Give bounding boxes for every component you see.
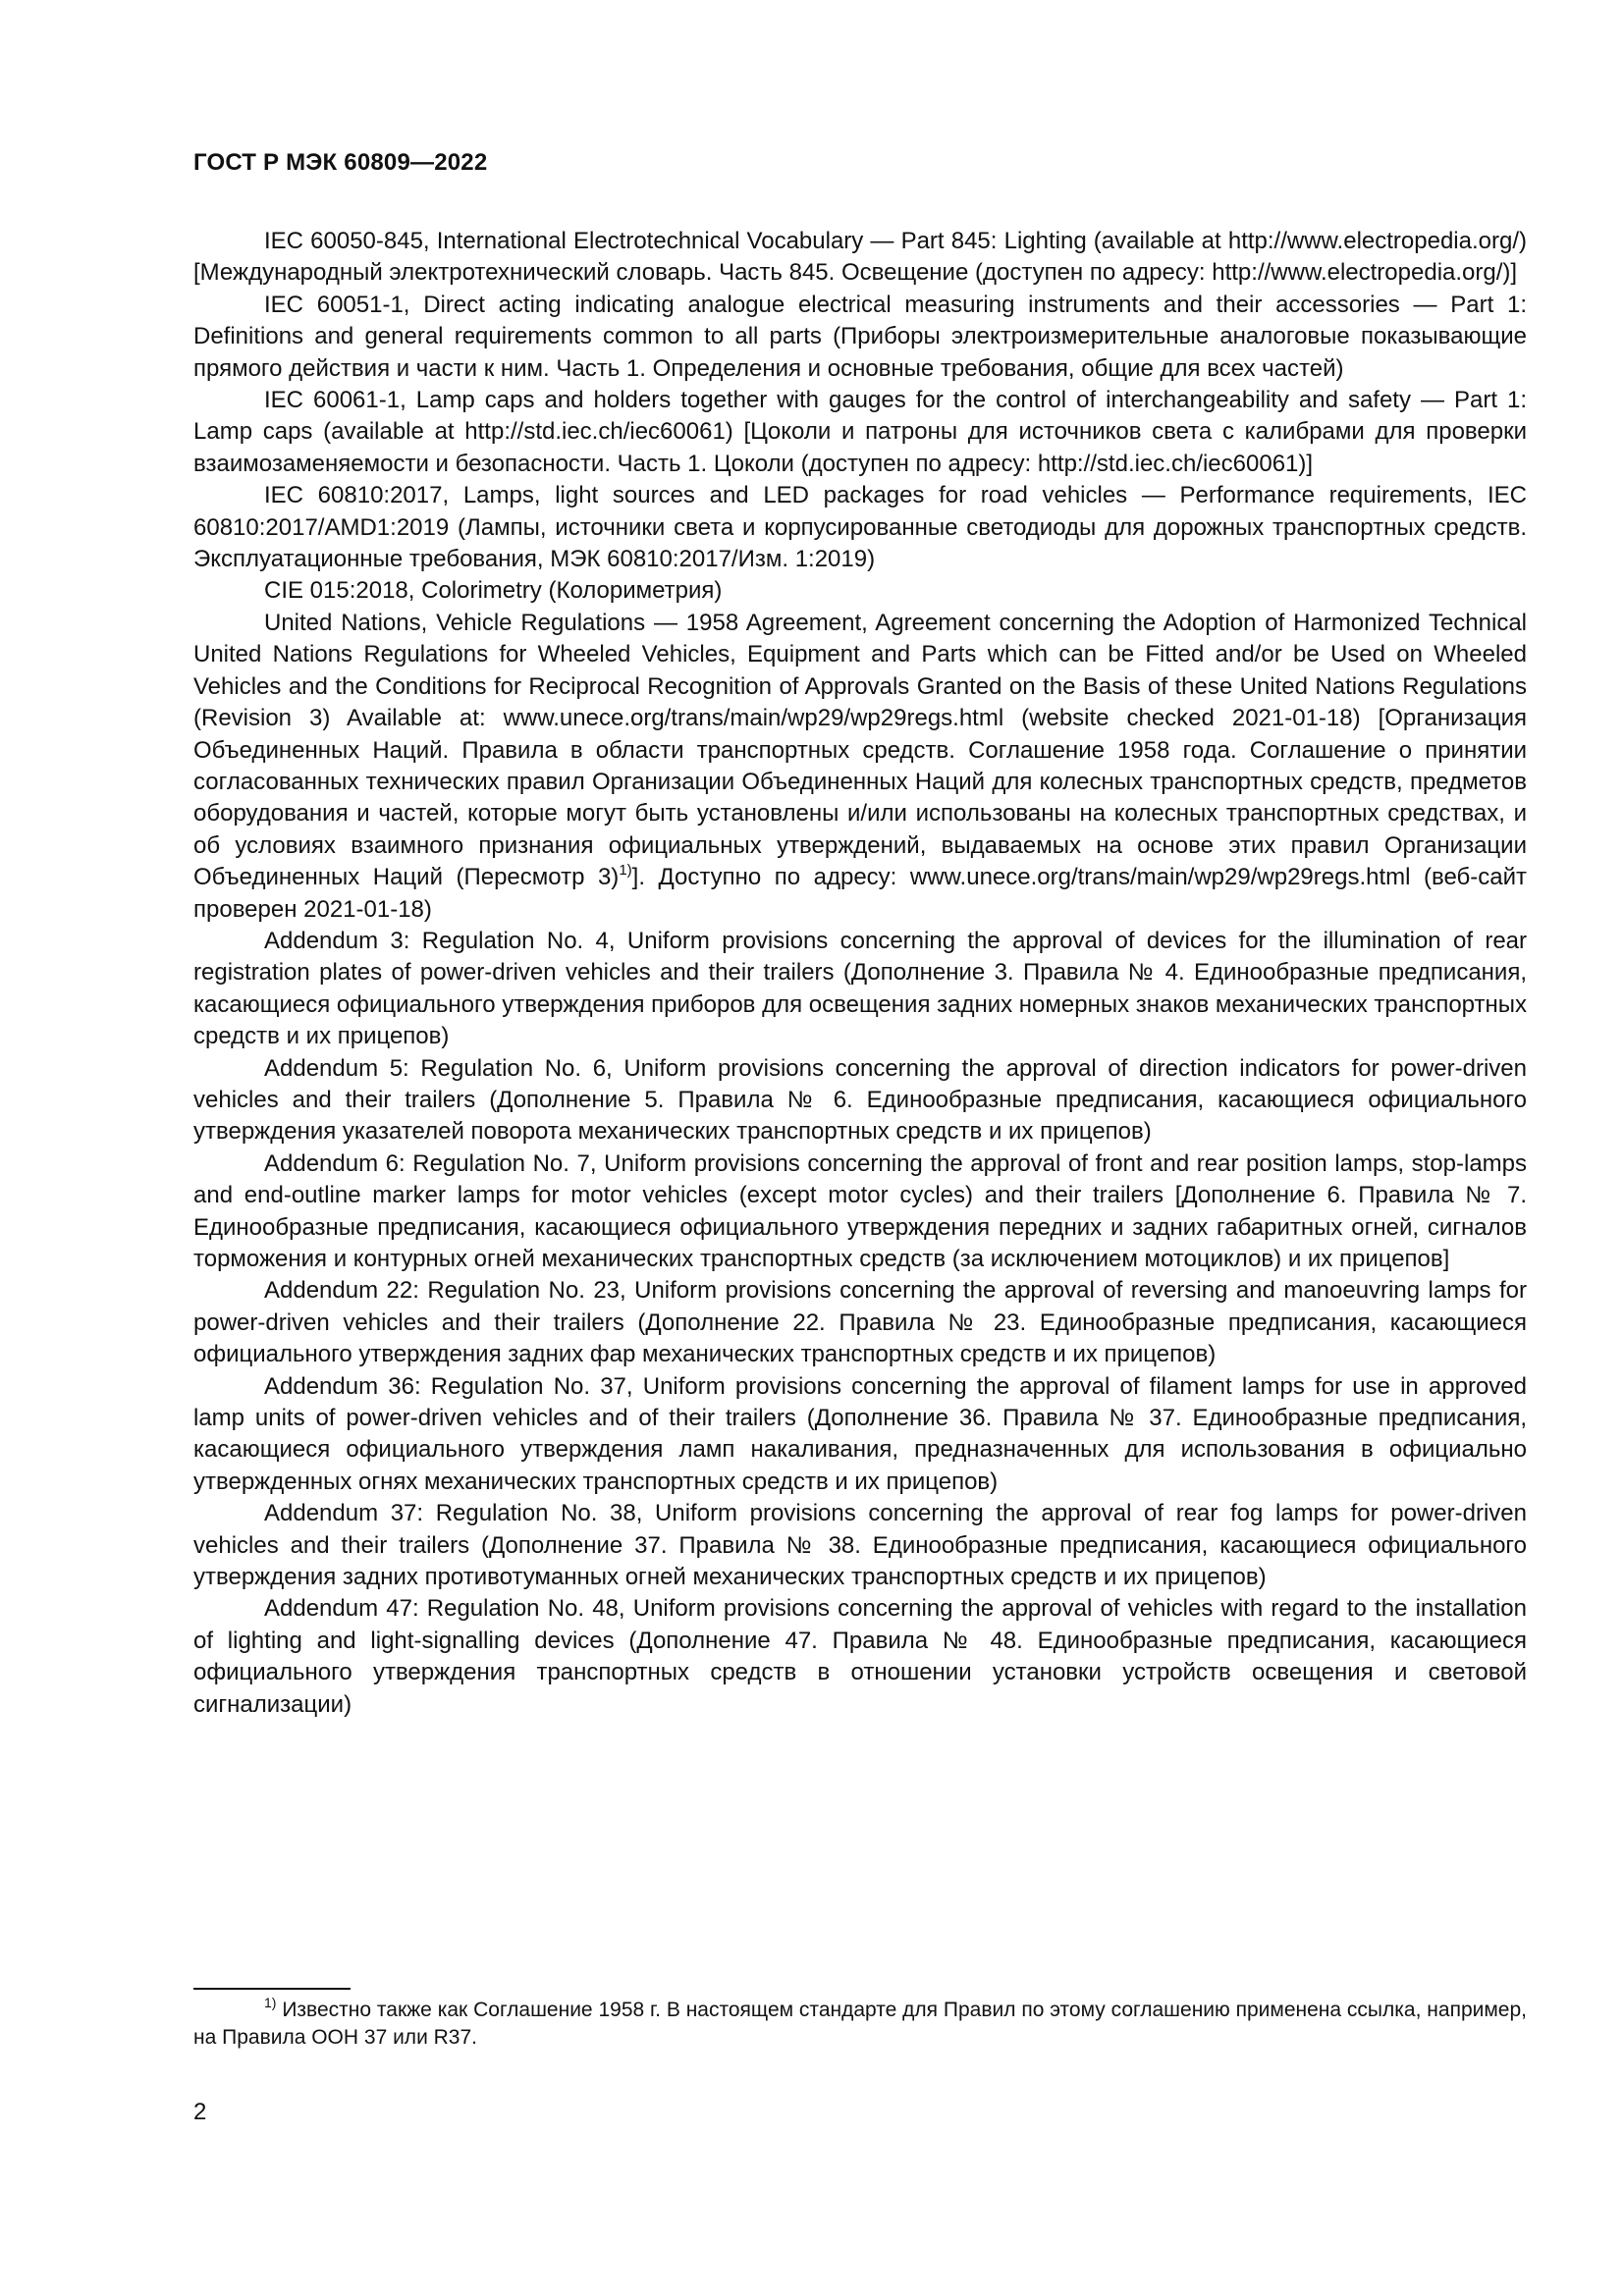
footnote-marker: 1): [619, 862, 632, 880]
reference-text: United Nations, Vehicle Regulations — 1958 Agreement, Agreement concerning the Adoption of Harmonized Technical United Nations Regulations for Wheeled Vehicles, Equipment and Parts which can be Fitted and/or be Used on Wheeled Vehicles and the Conditions for Reciprocal Recognition of Approvals Granted on the Basis of these United Nations Regulations (Revision 3) Available at: www.unece.org/trans/main/wp29/wp29regs.html (website checked 2021-01-18) [Организация Объединенных Наций. Правила в области транспортных средств. Соглашение 1958 года. Соглашение о принятии согласованных технических правил Организации Объединенных Наций для колесных транспортных средств, предметов оборудования и частей, которые могут быть установлены и/или использованы на колесных транспортных средствах, и об условиях взаимного признания официальных утверждений, выдаваемых на основе этих правил Организации Объединенных Наций (Пересмотр 3): [193, 609, 1527, 891]
reference-text: Addendum 36: Regulation No. 37, Uniform provisions concerning the approval of filament lamps for use in approved lamp units of power-driven vehicles and of their trailers (Дополнение 36. Правила № 37. Единообразные предписания, касающиеся официального утверждения ламп накаливания, предназначенных для использования в официально утвержденных огнях механических транспортных средств и их прицепов): [193, 1372, 1527, 1495]
reference-text: Addendum 37: Regulation No. 38, Uniform provisions concerning the approval of rear fog lamps for power-driven vehicles and their trailers (Дополнение 37. Правила № 38. Единообразные предписания, касающиеся официального утверждения задних противотуманных огней механических транспортных средств и их прицепов): [193, 1500, 1527, 1591]
reference-text: IEC 60810:2017, Lamps, light sources and LED packages for road vehicles — Performance requirements, IEC 60810:2017/AMD1:2019 (Лампы, источники света и корпусированные светодиоды для дорожных транспортных средств. Эксплуатационные требования, МЭК 60810:2017/Изм. 1:2019): [193, 482, 1527, 573]
reference-text: IEC 60051-1, Direct acting indicating analogue electrical measuring instruments and their accessories — Part 1: Definitions and general requirements common to all parts (Приборы электроизмерительные аналоговые показывающие прямого действия и части к ним. Часть 1. Определения и основные требования, общие для всех частей): [193, 291, 1527, 382]
reference-iec-60810: [193, 480, 1527, 575]
reference-addendum-6: [193, 1148, 1527, 1276]
reference-text: Addendum 3: Regulation No. 4, Uniform provisions concerning the approval of devices for the illumination of rear registration plates of power-driven vehicles and their trailers (Дополнение 3. Правила № 4. Единообразные предписания, касающиеся официального утверждения приборов для освещения задних номерных знаков механических транспортных средств и их прицепов): [193, 927, 1527, 1050]
reference-text: CIE 015:2018, Colorimetry (Колориметрия): [264, 577, 723, 605]
reference-addendum-47: [193, 1593, 1527, 1721]
footnote-separator: [193, 1988, 351, 1990]
footnote-paragraph: [193, 1997, 1527, 2052]
reference-text: IEC 60061-1, Lamp caps and holders together with gauges for the control of interchangeability and safety — Part 1: Lamp caps (available at http://std.iec.ch/iec60061) [Цоколи и патроны для источников света с калибрами для проверки взаимозаменяемости и безопасности. Часть 1. Цоколи (доступен по адресу: http://std.iec.ch/iec60061)]: [193, 387, 1527, 477]
reference-text-continued: ]. Доступно по адресу: www.unece.org/trans/main/wp29/wp29regs.html (веб-сайт проверен 2021-01-18): [193, 864, 1528, 923]
reference-addendum-3: [193, 926, 1527, 1053]
reference-un-1958-agreement: [193, 608, 1527, 926]
footnote-text: Известно также как Соглашение 1958 г. В настоящем стандарте для Правил по этому соглашению применена ссылка, например, на Правила ООН 37 или R37.: [193, 1999, 1527, 2049]
footnote-number: 1): [264, 1995, 277, 2010]
reference-cie-015: [193, 575, 1527, 607]
reference-addendum-22: [193, 1275, 1527, 1370]
reference-text: Addendum 47: Regulation No. 48, Uniform provisions concerning the approval of vehicles with regard to the installation of lighting and light-signalling devices (Дополнение 47. Правила № 48. Единообразные предписания, касающиеся официального утверждения транспортных средств в отношении установки устройств освещения и световой сигнализации): [193, 1595, 1527, 1718]
reference-text: IEC 60050-845, International Electrotechnical Vocabulary — Part 845: Lighting (available at http://www.electropedia.org/) [Международный электротехнический словарь. Часть 845. Освещение (доступен по адресу: http://www.electropedia.org/)]: [193, 228, 1527, 287]
reference-addendum-37: [193, 1498, 1527, 1593]
reference-iec-60051-1: [193, 290, 1527, 385]
reference-iec-60050-845: [193, 226, 1527, 290]
document-header: [193, 149, 487, 177]
reference-iec-60061-1: [193, 385, 1527, 480]
reference-addendum-5: [193, 1053, 1527, 1148]
page-number: 2: [193, 2099, 207, 2125]
reference-text: Addendum 5: Regulation No. 6, Uniform provisions concerning the approval of direction indicators for power-driven vehicles and their trailers (Дополнение 5. Правила № 6. Единообразные предписания, касающиеся официального утверждения указателей поворота механических транспортных средств и их прицепов): [193, 1054, 1527, 1146]
reference-text: Addendum 22: Regulation No. 23, Uniform provisions concerning the approval of reversing and manoeuvring lamps for power-driven vehicles and their trailers (Дополнение 22. Правила № 23. Единообразные предписания, касающиеся официального утверждения задних фар механических транспортных средств и их прицепов): [193, 1277, 1527, 1368]
reference-text: Addendum 6: Regulation No. 7, Uniform provisions concerning the approval of front and rear position lamps, stop-lamps and end-outline marker lamps for motor vehicles (except motor cycles) and their trailers [Дополнение 6. Правила № 7. Единообразные предписания, касающиеся официального утверждения передних и задних габаритных огней, сигналов торможения и контурных огней механических транспортных средств (за исключением мотоциклов) и их прицепов]: [193, 1149, 1527, 1272]
reference-addendum-36: [193, 1371, 1527, 1499]
document-code: ГОСТ Р МЭК 60809—2022: [193, 149, 488, 176]
bibliography-list: [193, 226, 1527, 1721]
footnote: [193, 1997, 1527, 2052]
